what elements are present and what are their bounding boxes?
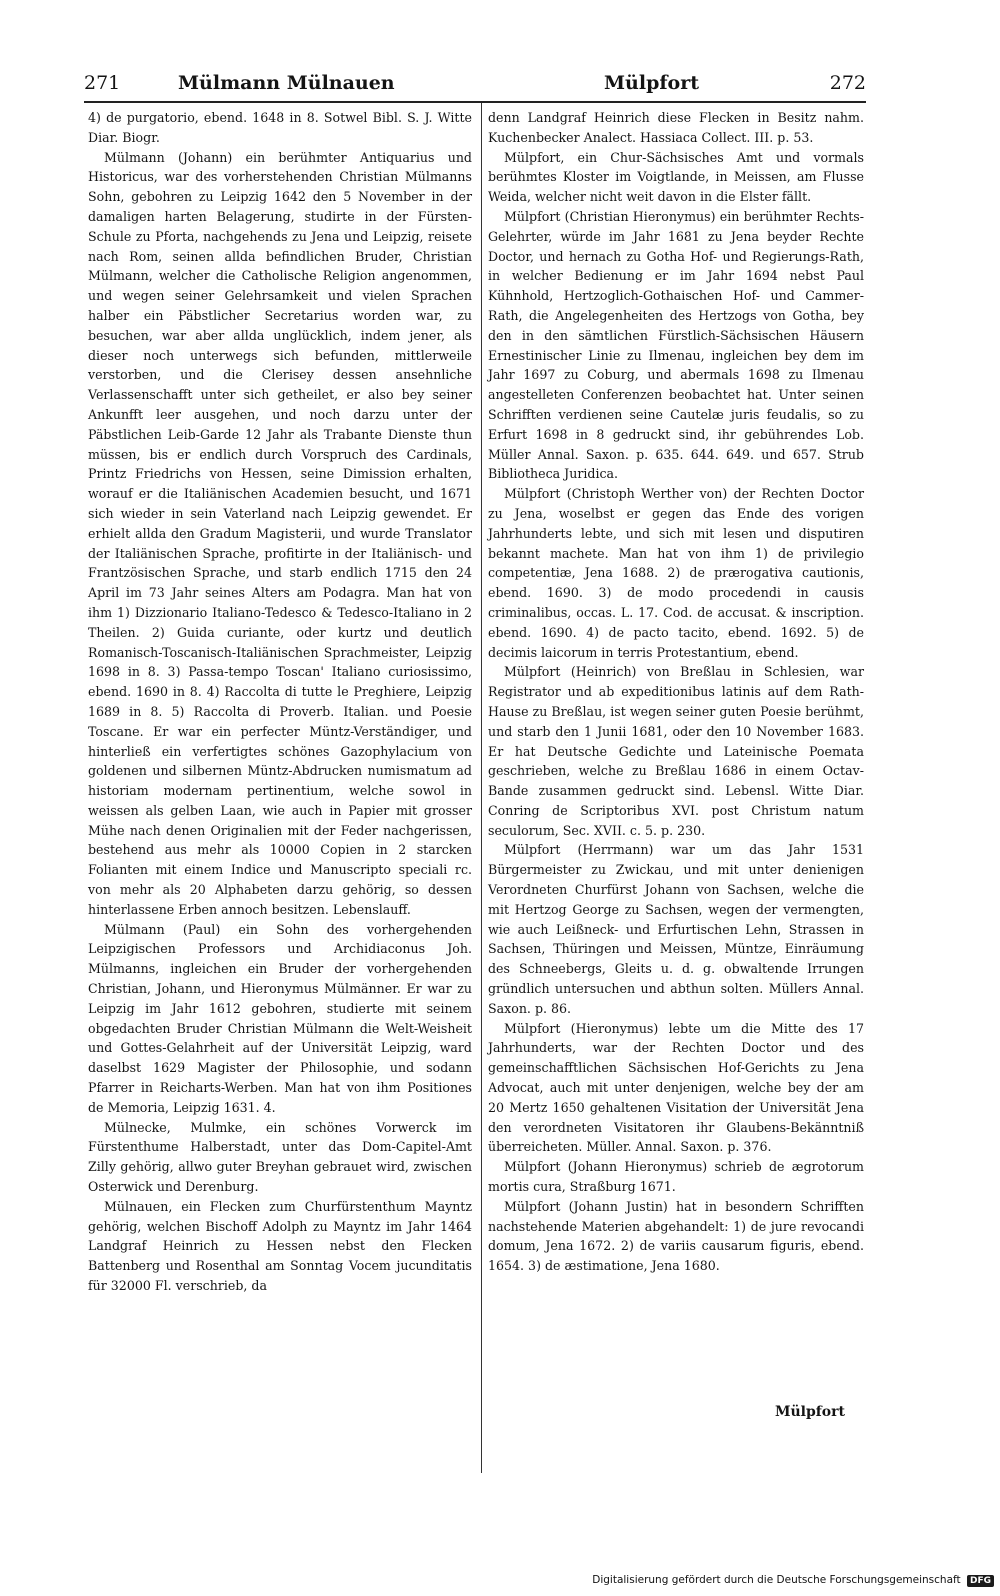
entry-muelnauen-continued: denn Landgraf Heinrich diese Flecken in Besitz nahm. Kuchenbecker Analect. Hassiaca Collect. III. p. 53. [488, 110, 864, 145]
entry-muelpfort-herrmann: Mülpfort (Herrmann) war um das Jahr 1531 Bürgermeister zu Zwickau, und mit unter denienigen Verordneten Churfürst Johann von Sachsen, welche die mit Hertzog George zu Sachsen, wegen der vermengten, wie auch Leißneck- und Erfurtischen Lehn, Strassen in Sachsen, Thüringen und Meissen, Müntze, Einräumung des Schneebergs, Gleits u. d. g. obwaltende Irrungen gründlich untersuchen und abthun solten. Müllers Annal. Saxon. p. 86. [488, 842, 864, 1016]
entry-continuation: 4) de purgatorio, ebend. 1648 in 8. Sotwel Bibl. S. J. Witte Diar. Biogr. [88, 110, 472, 145]
column-divider [481, 103, 482, 1473]
header-rule [84, 101, 866, 103]
entry-muelpfort-amt: Mülpfort, ein Chur-Sächsisches Amt und vormals berühmtes Kloster im Voigtlande, in Meissen, am Flusse Weida, welcher nicht weit davon in die Elster fällt. [488, 149, 864, 205]
page-number-right: 272 [829, 72, 866, 94]
entry-muelmann-johann: Mülmann (Johann) ein berühmter Antiquarius und Historicus, war des vorherstehenden Christian Mülmanns Sohn, gebohren zu Leipzig 1642 den 5 November in der damaligen harten Belagerung, studirte in der Fürsten-Schule zu Pforta, nachgehends zu Jena und Leipzig, reisete nach Rom, seinen allda befindlichen Bruder, Christian Mülmann, welcher die Catholische Religion angenommen, und wegen seiner Gelehrsamkeit und vielen Sprachen halber ein Päbstlicher Secretarius worden war, zu besuchen, war aber allda unglücklich, indem jener, als dieser noch unterwegs sich befunden, mittlerweile verstorben, und die Clerisey dessen ansehnliche Verlassenschafft unter sich getheilet, er also bey seiner Ankunfft leer ausgehen, und noch darzu unter der Päbstlichen Leib-Garde 12 Jahr als Trabante Dienste thun müssen, bis er endlich durch Vorspruch des Cardinals, Printz Friedrichs von Hessen, seine Dimission erhalten, worauf er die Italiänischen Academien besucht, und 1671 sich wieder in sein Vaterland nach Leipzig gewendet. Er erhielt allda den Gradum Magisterii, und wurde Translator der Italiänischen Sprache, profitirte in der Italiänisch- und Frantzösischen Sprache, und starb endlich 1715 den 24 April im 73 Jahr seines Alters am Podagra. Man hat von ihm 1) Dizzionario Italiano-Tedesco & Tedesco-Italiano in 2 Theilen. 2) Guida curiante, oder kurtz und deutlich Romanisch-Toscanisch-Italiänischen Sprachmeister, Leipzig 1698 in 8. 3) Passa-tempo Toscan' Italiano curiosissimo, ebend. 1690 in 8. 4) Raccolta di tutte le Preghiere, Leipzig 1689 in 8. 5) Raccolta di Proverb. Italian. und Poesie Toscane. Er war ein perfecter Müntz-Verständiger, und hinterließ ein verfertigtes schönes Gazophylacium von goldenen und silbernen Müntz-Abdrucken numismatum ad historiam modernam pertinentium, welche sowol in weissen als gelben Laan, wie auch in Papier mit grosser Mühe nach denen Originalien mit der Feder nachgerissen, bestehend aus mehr als 10000 Copien in 2 starcken Folianten mit einem Indice und Manuscripto speciali rc. von mehr als 20 Alphabeten darzu gehörig, so dessen hinterlassene Erben annoch besitzen. Lebenslauff. [88, 149, 472, 917]
header-keyword-right: Mülpfort [604, 72, 699, 94]
page-number-left: 271 [84, 72, 121, 94]
entry-muelnecke: Mülnecke, Mulmke, ein schönes Vorwerck im Fürstenthume Halberstadt, unter das Dom-Capitel-Amt Zilly gehörig, allwo guter Breyhan gebrauet wird, zwischen Osterwick und Derenburg. [88, 1119, 472, 1195]
entry-muelmann-paul: Mülmann (Paul) ein Sohn des vorhergehenden Leipzigischen Professors und Archidiaconus Joh. Mülmanns, ingleichen ein Bruder der vorhergehenden Christian, Johann, und Hieronymus Mülmänner. Er war zu Leipzig im Jahr 1612 gebohren, studierte mit seinem obgedachten Bruder Christian Mülmann die Welt-Weisheit und Gottes-Gelahrheit auf der Universität Leipzig, ward daselbst 1629 Magister der Philosophie, und sodann Pfarrer in Reicharts-Werben. Man hat von ihm Positiones de Memoria, Leipzig 1631. 4. [88, 921, 472, 1115]
entry-muelnauen: Mülnauen, ein Flecken zum Churfürstenthum Mayntz gehörig, welchen Bischoff Adolph zu Mayntz im Jahr 1464 Landgraf Heinrich zu Hessen nebst den Flecken Battenberg und Rosenthal am Sonntag Vocem jucunditatis für 32000 Fl. verschrieb, da [88, 1198, 472, 1294]
left-column [88, 108, 472, 1296]
header-keyword-left: Mülmann Mülnauen [178, 72, 395, 94]
dfg-logo: DFG [967, 1575, 994, 1587]
footer-text: Digitalisierung gefördert durch die Deutsche Forschungsgemeinschaft [592, 1574, 961, 1586]
entry-muelpfort-christian-hieronymus: Mülpfort (Christian Hieronymus) ein berühmter Rechts-Gelehrter, würde im Jahr 1681 zu Jena beyder Rechte Doctor, und hernach zu Gotha Hof- und Regierungs-Rath, in welcher Bedienung er im Jahr 1694 nebst Paul Kühnhold, Hertzoglich-Gothaischen Hof- und Cammer-Rath, die Angelegenheiten des Hertzogs von Gotha, bey den in den sämtlichen Fürstlich-Sächsischen Häusern Ernestinischer Linie zu Ilmenau, ingleichen bey dem im Jahr 1697 zu Coburg, und abermals 1698 zu Ilmenau angestelleten Conferenzen beobachtet hat. Unter seinen Schrifften verdienen seine Cautelæ juris feudalis, so zu Erfurt 1698 in 8 gedruckt sind, ihr gebührendes Lob. Müller Annal. Saxon. p. 635. 644. 649. und 657. Strub Bibliotheca Juridica. [488, 208, 864, 482]
right-column [488, 108, 864, 1276]
digitization-footer [592, 1574, 994, 1587]
entry-muelpfort-hieronymus: Mülpfort (Hieronymus) lebte um die Mitte des 17 Jahrhunderts, war der Rechten Doctor und des gemeinschafftlichen Sächsischen Hof-Gerichts zu Jena Advocat, auch mit unter denjenigen, welche bey der am 20 Mertz 1650 gehaltenen Visitation der Universität Jena den verordneten Visitatoren ihr Glaubens-Bekänntniß überreicheten. Müller. Annal. Saxon. p. 376. [488, 1020, 864, 1155]
entry-muelpfort-johann-justin: Mülpfort (Johann Justin) hat in besondern Schrifften nachstehende Materien abgehandelt: 1) de jure revocandi domum, Jena 1672. 2) de variis causarum figuris, ebend. 1654. 3) de æstimatione, Jena 1680. [488, 1198, 864, 1274]
catchword: Mülpfort [775, 1404, 845, 1420]
entry-muelpfort-heinrich: Mülpfort (Heinrich) von Breßlau in Schlesien, war Registrator und ab expeditionibus latinis auf dem Rath-Hause zu Breßlau, ist wegen seiner guten Poesie berühmt, und starb den 1 Junii 1681, oder den 10 November 1683. Er hat Deutsche Gedichte und Lateinische Poemata geschrieben, welche zu Breßlau 1686 in einem Octav-Bande zusammen gedruckt sind. Lebensl. Witte Diar. Conring de Scriptoribus XVI. post Christum natum seculorum, Sec. XVII. c. 5. p. 230. [488, 664, 864, 838]
running-header [84, 72, 866, 100]
entry-muelpfort-christoph-werther: Mülpfort (Christoph Werther von) der Rechten Doctor zu Jena, woselbst er gegen das Ende des vorigen Jahrhunderts lebte, und sich mit lesen und disputiren bekannt machete. Man hat von ihm 1) de privilegio competentiæ, Jena 1688. 2) de prærogativa cautionis, ebend. 1690. 3) de modo procedendi in causis criminalibus, occas. L. 17. Cod. de accusat. & inscription. ebend. 1690. 4) de pacto tacito, ebend. 1692. 5) de decimis laicorum in terris Protestantium, ebend. [488, 486, 864, 660]
entry-muelpfort-johann-hieronymus: Mülpfort (Johann Hieronymus) schrieb de ægrotorum mortis cura, Straßburg 1671. [488, 1159, 864, 1195]
